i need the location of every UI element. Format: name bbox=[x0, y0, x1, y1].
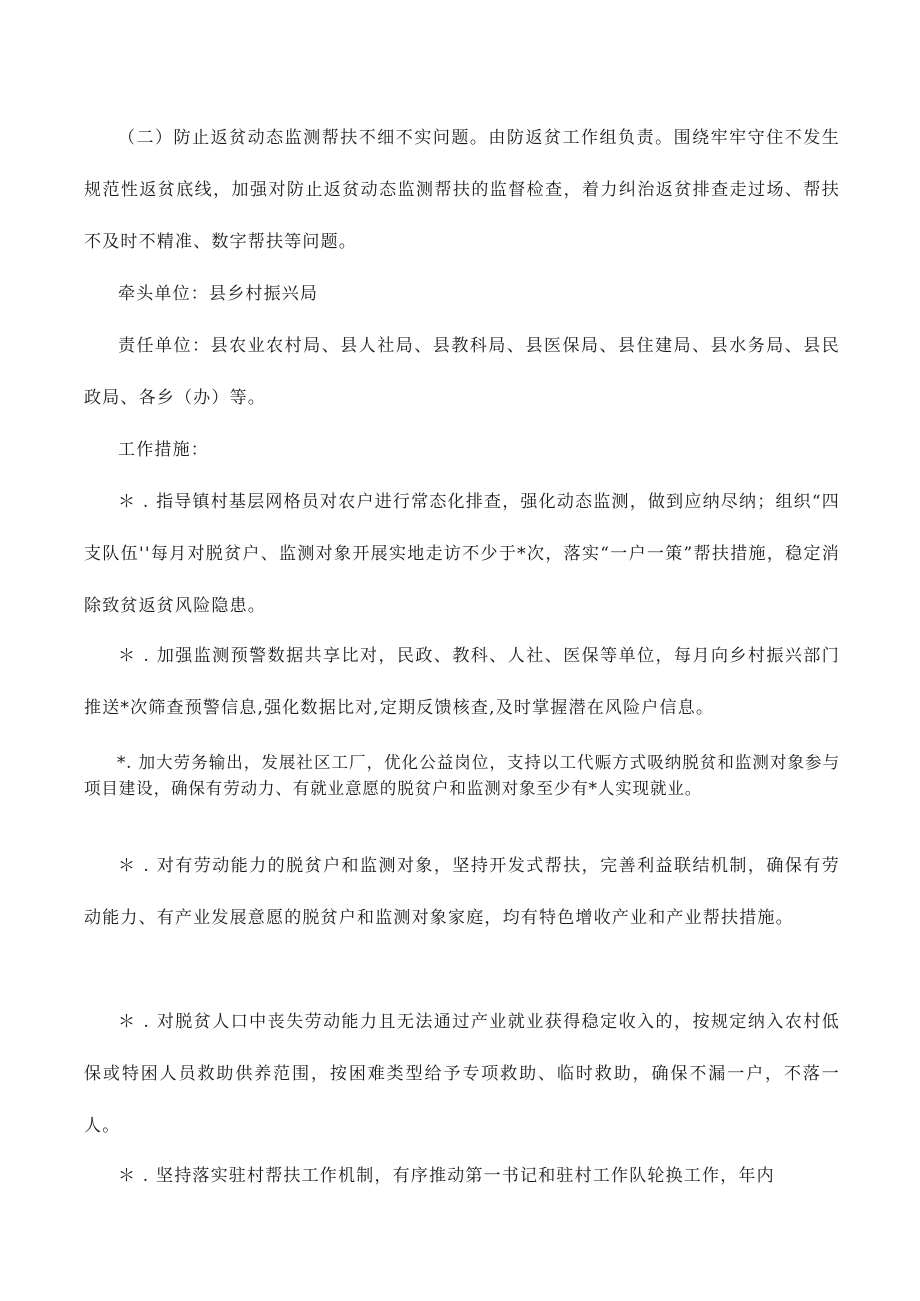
measure-item: ＊ . 对有劳动能力的脱贫户和监测对象，坚持开发式帮扶，完善利益联结机制，确保有劳动能力、有产业发展意愿的脱贫户和监测对象家庭，均有特色增收产业和产业帮扶措施。 bbox=[84, 856, 840, 928]
measure-item: *. 加大劳务输出，发展社区工厂，优化公益岗位，支持以工代赈方式吸纳脱贫和监测对象参与项目建设，确保有劳动力、有就业意愿的脱贫户和监测对象至少有*人实现就业。 bbox=[84, 753, 840, 798]
work-measures-heading: 工作措施： bbox=[118, 440, 209, 460]
measure-item: ＊ . 对脱贫人口中丧失劳动能力且无法通过产业就业获得稳定收入的，按规定纳入农村低保或特困人员救助供养范围，按困难类型给予专项救助、临时救助，确保不漏一户，不落一人。 bbox=[84, 1012, 840, 1136]
measure-item: ＊ . 坚持落实驻村帮扶工作机制，有序推动第一书记和驻村工作队轮换工作，年内 bbox=[118, 1166, 775, 1186]
measure-item: ＊ . 指导镇村基层网格员对农户进行常态化排查，强化动态监测，做到应纳尽纳；组织“四支队伍''每月对脱贫户、监测对象开展实地走访不少于*次，落实“一户一策”帮扶措施，稳定消除致贫返贫风险隐患。 bbox=[84, 492, 840, 616]
lead-unit-paragraph: 牵头单位：县乡村振兴局 bbox=[118, 284, 319, 304]
responsible-units-paragraph: 责任单位：县农业农村局、县人社局、县教科局、县医保局、县住建局、县水务局、县民政局、各乡（办）等。 bbox=[84, 336, 840, 408]
measure-item: ＊ . 加强监测预警数据共享比对，民政、教科、人社、医保等单位，每月向乡村振兴部门推送*次筛查预警信息,强化数据比对,定期反馈核查,及时掌握潜在风险户信息。 bbox=[84, 646, 840, 718]
section-heading-paragraph: （二）防止返贫动态监测帮扶不细不实问题。由防返贫工作组负责。围绕牢牢守住不发生规范性返贫底线，加强对防止返贫动态监测帮扶的监督检查，着力纠治返贫排查走过场、帮扶不及时不精准、数字帮扶等问题。 bbox=[84, 128, 840, 252]
